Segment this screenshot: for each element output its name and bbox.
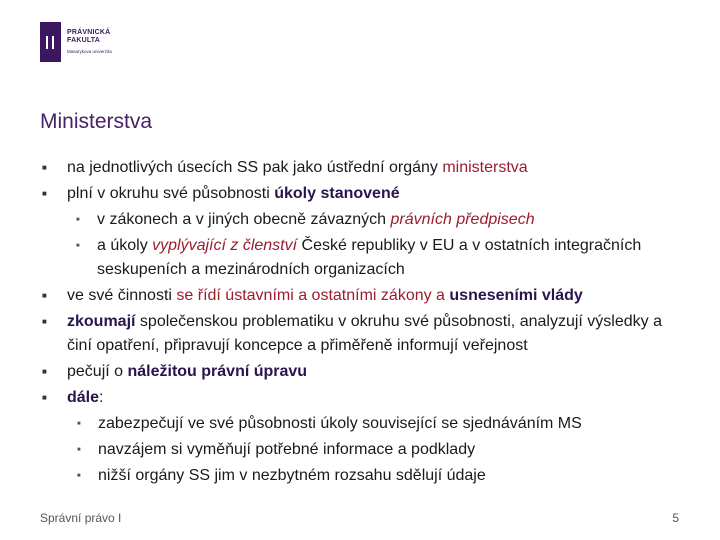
bullet-5 bbox=[40, 360, 690, 384]
bullet-3 bbox=[40, 284, 690, 308]
logo-line-1: PRÁVNICKÁ bbox=[67, 29, 111, 36]
sub-bullet-6c-text: nižší orgány SS jim v nezbytném rozsahu sdělují údaje bbox=[98, 467, 486, 484]
bullet-5-emphasis: náležitou právní úpravu bbox=[127, 363, 308, 380]
bullet-2-highlight: úkoly stanovené bbox=[274, 185, 400, 202]
bullet-3-highlight: se řídí ústavními a ostatními zákony a bbox=[176, 287, 450, 304]
bullet-6-emphasis: dále bbox=[67, 389, 100, 406]
bullet-3-text: ve své činnosti bbox=[67, 287, 177, 304]
sub-bullet-2a bbox=[66, 208, 690, 232]
logo-line-2: FAKULTA bbox=[67, 37, 101, 44]
sub-bullet-2a-text: v zákonech a v jiných obecně závazných bbox=[97, 211, 391, 228]
sub-bullet-6b bbox=[67, 438, 690, 462]
faculty-logo bbox=[40, 22, 170, 70]
sub-bullet-2b-text-1: a úkoly bbox=[97, 237, 153, 254]
bullet-4-text: společenskou problematiku v okruhu své působnosti, analyzují výsledky a činí opatření, připravují koncepce a přiměřeně informují veřejnost bbox=[67, 313, 662, 354]
sub-bullet-6c bbox=[67, 464, 690, 488]
sub-bullet-6a bbox=[67, 412, 690, 436]
sub-bullet-2a-highlight: právních předpisech bbox=[390, 211, 535, 228]
bullet-6 bbox=[40, 386, 690, 410]
bullet-4 bbox=[40, 310, 690, 358]
logo-text bbox=[67, 29, 112, 55]
logo-line-3: Masarykova univerzita bbox=[67, 49, 112, 54]
sub-bullet-2b-highlight: vyplývající z členství bbox=[152, 237, 298, 254]
bullet-2 bbox=[40, 182, 690, 206]
footer-course-name: Správní právo I bbox=[40, 511, 122, 525]
bullet-2-text: plní v okruhu své působnosti bbox=[67, 185, 275, 202]
slide-title: Ministerstva bbox=[40, 110, 153, 133]
bullet-1-text: na jednotlivých úsecích SS pak jako ústřední orgány bbox=[67, 159, 443, 176]
bullet-6-text: : bbox=[99, 389, 104, 406]
bullet-3-emphasis: usneseními vlády bbox=[449, 287, 583, 304]
bullet-1-highlight: ministerstva bbox=[442, 159, 528, 176]
bullet-1 bbox=[40, 156, 690, 180]
bullet-4-emphasis: zkoumají bbox=[67, 313, 136, 330]
sub-bullet-6a-text: zabezpečují ve své působnosti úkoly související se sjednáváním MS bbox=[98, 415, 582, 432]
sub-bullet-2b bbox=[66, 234, 690, 282]
page-number: 5 bbox=[672, 511, 679, 525]
bullet-list bbox=[40, 156, 690, 490]
logo-mark-icon bbox=[40, 22, 61, 62]
sub-bullet-2b-text-2: České republiky v EU a v ostatních integračních seskupeních a mezinárodních organizacích bbox=[97, 237, 642, 278]
sub-bullet-6b-text: navzájem si vyměňují potřebné informace a podklady bbox=[98, 441, 476, 458]
bullet-5-text: pečují o bbox=[67, 363, 128, 380]
